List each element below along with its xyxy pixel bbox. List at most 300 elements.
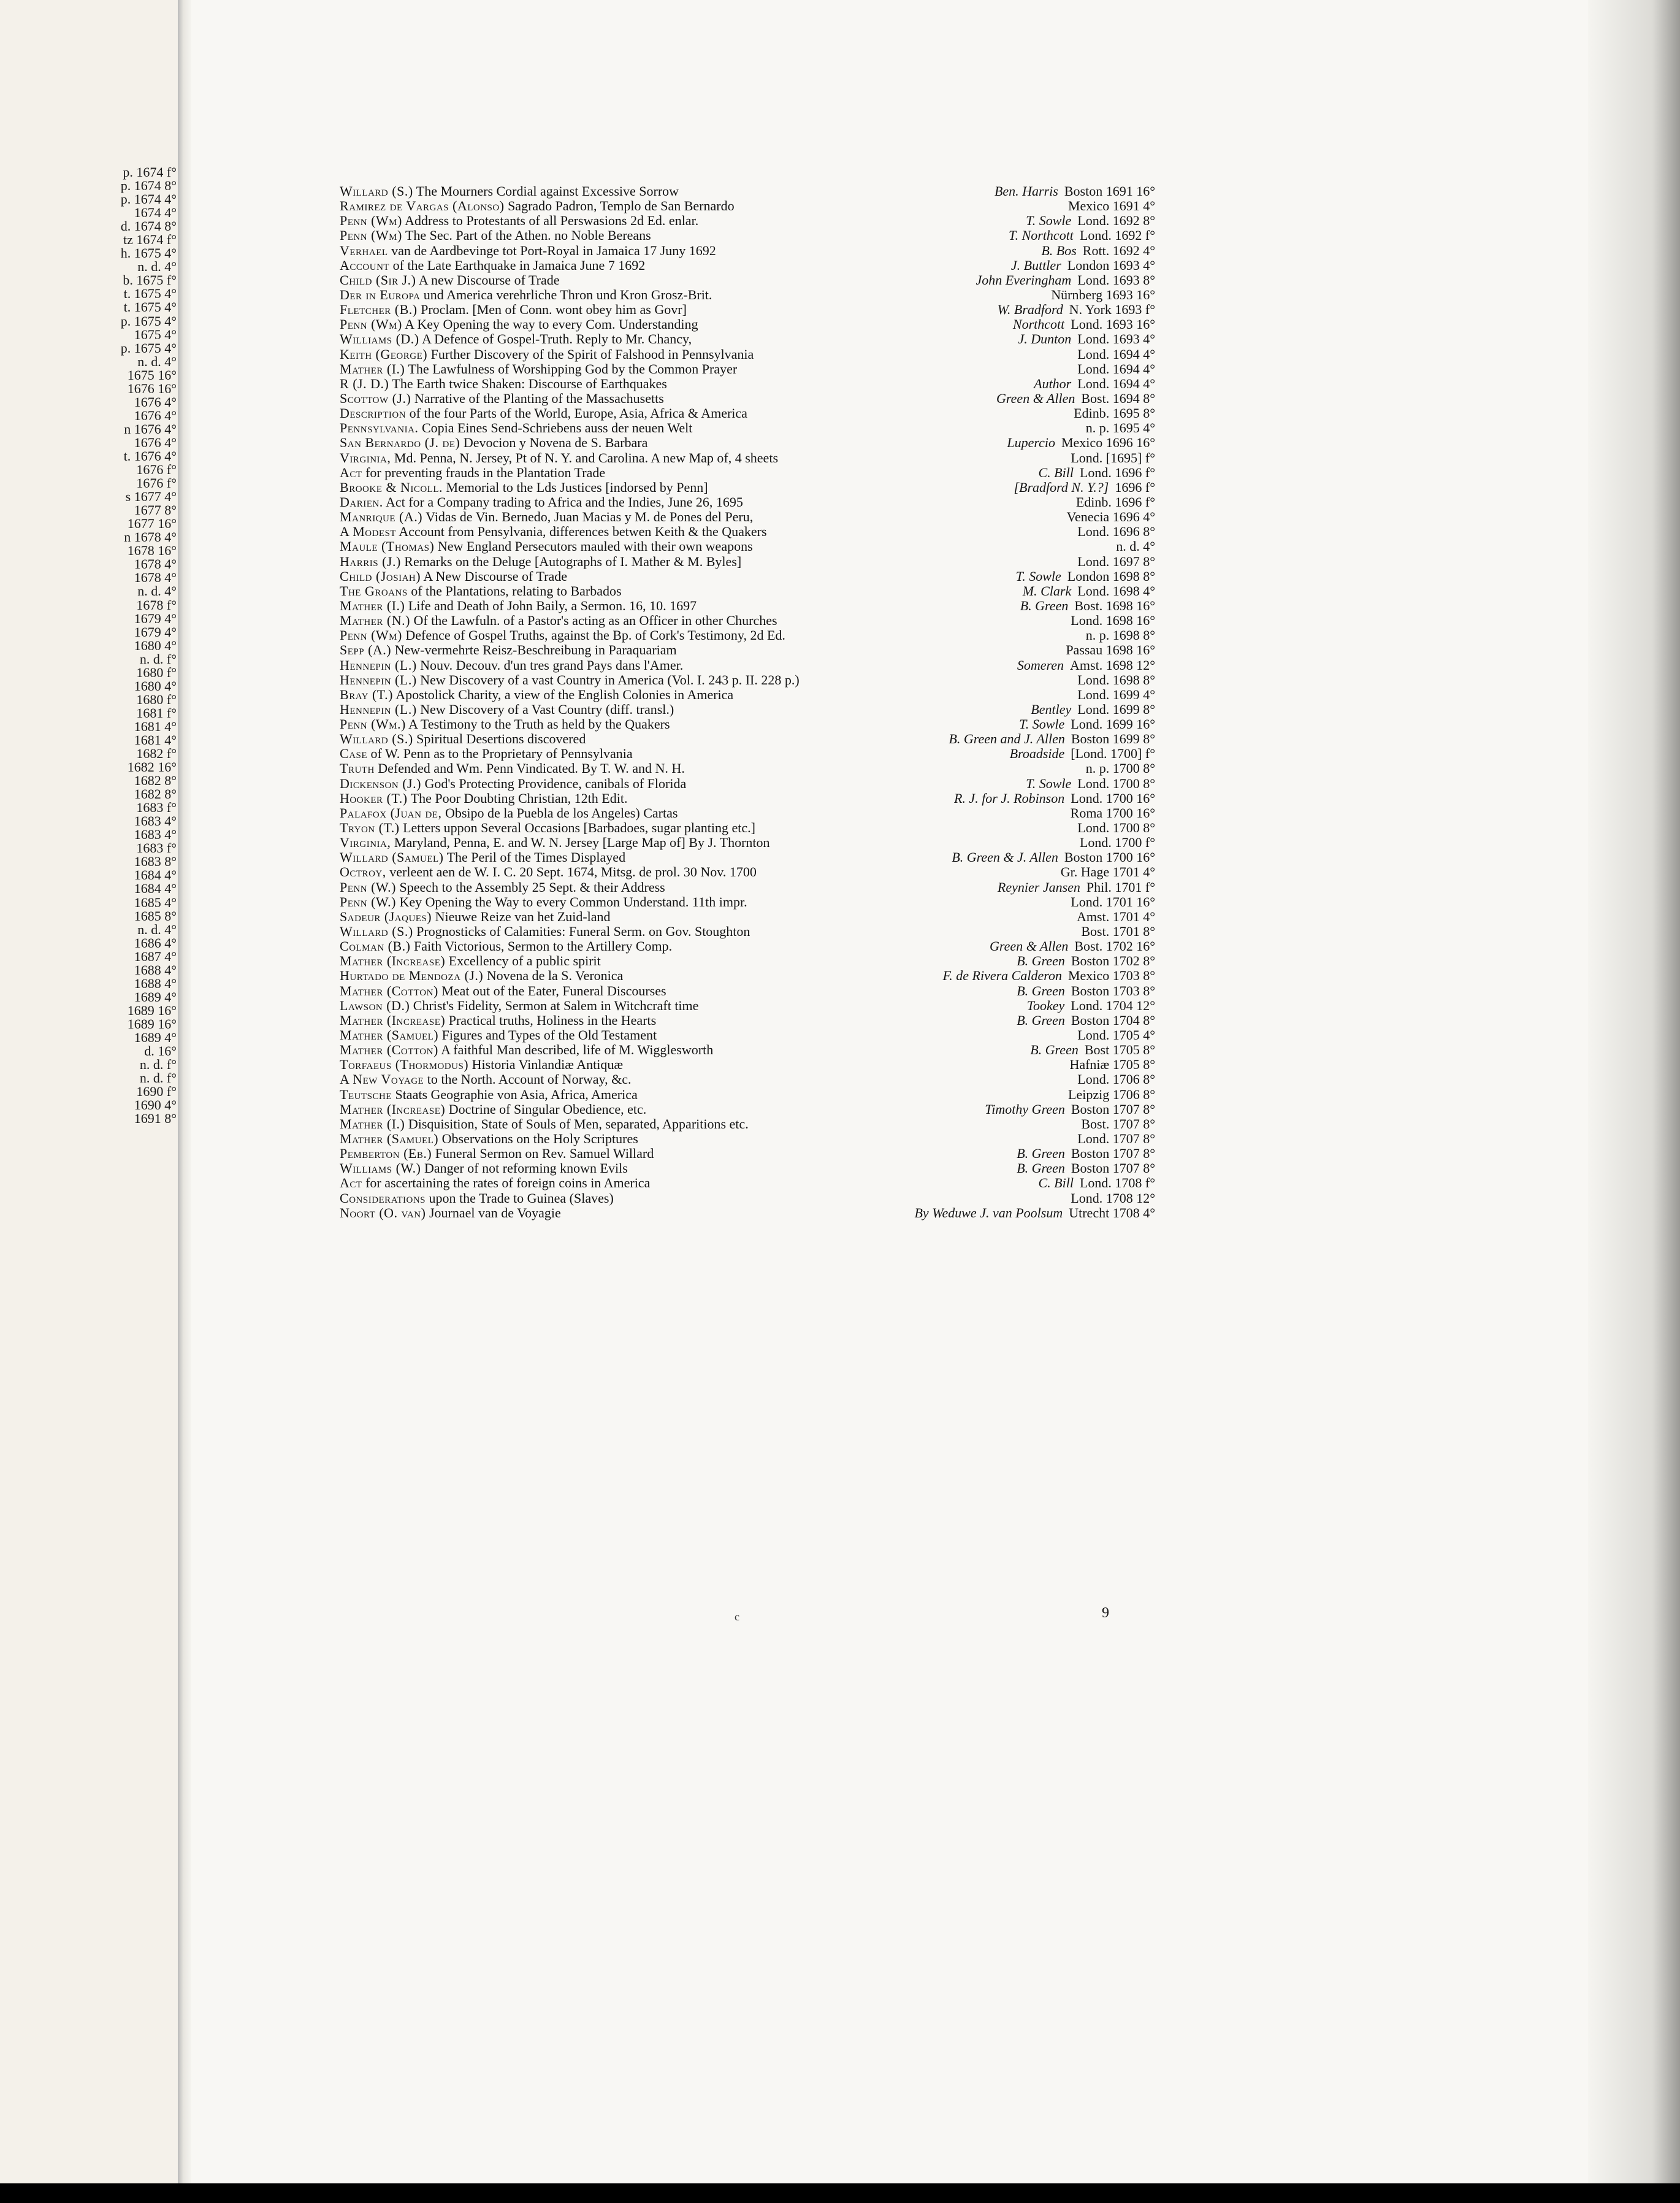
entry-title: verleent aen de W. I. C. 20 Sept. 1674, Mitsg. de prol. 30 Nov. 1700 — [389, 865, 757, 880]
entry-text — [340, 1087, 1062, 1102]
entry-text — [340, 791, 948, 806]
catalogue-entry — [340, 184, 1155, 199]
left-page-fragment: 1676 16° — [127, 380, 177, 396]
entry-title: Memorial to the Lds Justices [indorsed by Penn] — [446, 480, 708, 495]
entry-author: Der in Europa — [340, 287, 421, 302]
left-page-fragment: 1676 4° — [134, 394, 177, 410]
entry-title: to the North. Account of Norway, &c. — [427, 1072, 632, 1087]
entry-author: Mather (N.) — [340, 613, 410, 629]
entry-author: Scottow (J.) — [340, 391, 411, 406]
entry-title: Historia Vinlandiæ Antiquæ — [472, 1057, 624, 1073]
left-page-fragment: 1677 8° — [134, 502, 177, 518]
entry-place-date-format: Lond. 1700 8° — [1077, 820, 1155, 836]
entry-title: Christ's Fidelity, Sermon at Salem in Witchcraft time — [413, 998, 699, 1013]
catalogue-entry — [340, 865, 1155, 879]
catalogue-entry — [340, 910, 1155, 924]
entry-text — [340, 199, 1062, 213]
catalogue-entry — [340, 643, 1155, 657]
entry-text — [340, 835, 1074, 850]
left-page-fragment: 1681 f° — [136, 705, 177, 721]
left-page-fragment: p. 1675 4° — [120, 340, 177, 356]
entry-author: Act — [340, 1176, 362, 1191]
entry-title: Remarks on the Deluge [Autographs of I. Mather & M. Byles] — [404, 554, 742, 569]
entry-printer: C. Bill — [1038, 1175, 1074, 1191]
entry-text — [340, 880, 991, 895]
left-page-fragment: n. d. f° — [139, 1070, 177, 1086]
catalogue-entry — [340, 377, 1155, 391]
catalogue-entry — [340, 1191, 1155, 1206]
entry-author: Considerations — [340, 1190, 426, 1206]
left-page-fragment: 1682 f° — [136, 746, 177, 762]
entry-author: Penn (Wm) — [340, 228, 402, 243]
entry-text — [340, 1043, 1024, 1057]
entry-author: Mather (Increase) — [340, 1102, 446, 1117]
entry-author: Sepp (A.) — [340, 643, 392, 658]
entry-printer: Author — [1034, 375, 1072, 391]
catalogue-entry — [340, 288, 1155, 302]
entry-place-date-format: Lond. 1704 12° — [1071, 997, 1155, 1013]
entry-title: The Poor Doubting Christian, 12th Edit. — [410, 791, 628, 806]
entry-printer: J. Dunton — [1018, 331, 1072, 347]
entry-text — [340, 288, 1045, 302]
entry-text — [340, 1191, 1064, 1206]
left-page-fragment: 1680 f° — [136, 691, 177, 707]
entry-author: Mather (Cotton) — [340, 1043, 438, 1058]
left-page-fragment: 1684 4° — [134, 867, 177, 883]
catalogue-entry — [340, 1013, 1155, 1028]
left-page-fragment: 1676 f° — [136, 462, 177, 478]
entry-author: Hooker (T.) — [340, 791, 408, 806]
left-page-fragment: t. 1675 4° — [123, 299, 177, 315]
entry-title: of the Late Earthquake in Jamaica June 7 1692 — [392, 258, 646, 273]
entry-author: Noort (O. van) — [340, 1205, 426, 1220]
catalogue-entry — [340, 939, 1155, 954]
entry-place-date-format: Amst. 1701 4° — [1077, 908, 1155, 924]
catalogue-entry — [340, 1102, 1155, 1117]
entry-text — [340, 569, 1010, 584]
entry-author: Darien. — [340, 494, 383, 510]
entry-author: Penn (Wm) — [340, 213, 402, 229]
catalogue-entry — [340, 569, 1155, 584]
entry-place-date-format: Lond. 1707 8° — [1077, 1131, 1155, 1146]
entry-printer: Tookey — [1026, 997, 1065, 1013]
entry-place-date-format: Bost. 1701 8° — [1081, 924, 1155, 940]
entry-author: Dickenson (J.) — [340, 776, 421, 791]
entry-text — [340, 746, 1004, 761]
entry-title: New Discovery of a vast Country in America (Vol. I. 243 p. II. 228 p.) — [420, 672, 800, 688]
entry-place-date-format: Passau 1698 16° — [1066, 642, 1155, 658]
entry-author: Penn (Wm) — [340, 317, 402, 332]
left-page-fragment: 1675 4° — [134, 326, 177, 342]
left-page-fragment: p. 1675 4° — [120, 313, 177, 329]
catalogue-entry — [340, 273, 1155, 288]
entry-author: Hennepin (L.) — [340, 702, 417, 717]
entry-title: A new Discourse of Trade — [418, 272, 560, 288]
entry-place-date-format: Boston 1707 8° — [1071, 1101, 1155, 1117]
entry-title: Narrative of the Planting of the Massachusetts — [414, 391, 664, 406]
entry-author: Keith (George) — [340, 347, 428, 362]
entry-title: A Defence of Gospel-Truth. Reply to Mr. Chancy, — [421, 332, 692, 347]
entry-author: San Bernardo (J. de) — [340, 435, 460, 451]
entry-place-date-format: London 1693 4° — [1067, 257, 1155, 273]
entry-author: Verhael — [340, 243, 388, 258]
entry-place-date-format: Bost. 1707 8° — [1081, 1116, 1155, 1132]
catalogue-entry — [340, 228, 1155, 243]
left-page-fragment: tz 1674 f° — [123, 232, 177, 248]
entry-author: Penn (Wm) — [340, 628, 402, 643]
entry-author: Ramirez de Vargas (Alonso) — [340, 199, 505, 214]
entry-title: A faithful Man described, life of M. Wigglesworth — [441, 1043, 714, 1058]
entry-author: Mather (Cotton) — [340, 983, 438, 998]
entry-author: Willard (S.) — [340, 184, 413, 199]
left-page-fragment: 1683 f° — [136, 840, 177, 856]
entry-author: Palafox (Juan de, — [340, 805, 442, 821]
entry-place-date-format: Rott. 1692 4° — [1082, 242, 1155, 258]
catalogue-entry — [340, 466, 1155, 480]
entry-printer: B. Green & J. Allen — [952, 849, 1058, 865]
catalogue-entry — [340, 761, 1155, 776]
entry-printer: Timothy Green — [985, 1101, 1065, 1117]
catalogue-entry — [340, 1206, 1155, 1220]
left-page-fragment: 1689 16° — [127, 1002, 177, 1018]
left-page-fragment: 1679 4° — [134, 610, 177, 626]
entry-author: Virginia, — [340, 835, 391, 851]
entry-printer: B. Green — [1017, 953, 1065, 969]
catalogue-entry — [340, 702, 1155, 717]
entry-place-date-format: Lond. 1692 f° — [1079, 228, 1155, 243]
entry-place-date-format: n. p. 1695 4° — [1085, 420, 1155, 436]
entry-text — [340, 554, 1071, 569]
left-page-fragment: n 1678 4° — [124, 529, 177, 545]
entry-text — [340, 213, 1020, 228]
left-page-fragment: 1691 8° — [134, 1111, 177, 1127]
left-page-fragment: 1676 f° — [136, 475, 177, 491]
entry-title: Speech to the Assembly 25 Sept. & their Address — [399, 879, 665, 895]
entry-text — [340, 1117, 1075, 1132]
page-number: 9 — [1102, 1605, 1109, 1621]
left-page-fragment: 1676 4° — [134, 407, 177, 423]
entry-author: Description — [340, 406, 407, 421]
entry-place-date-format: [Lond. 1700] f° — [1071, 746, 1155, 762]
entry-printer: C. Bill — [1038, 464, 1074, 480]
entry-text — [340, 184, 988, 199]
left-page-fragment: 1685 8° — [134, 908, 177, 924]
left-page-fragment: t. 1675 4° — [123, 286, 177, 302]
catalogue-entry — [340, 732, 1155, 746]
left-page-fragment: n. d. 4° — [137, 921, 177, 937]
entry-place-date-format: Boston 1703 8° — [1071, 983, 1155, 998]
entry-text — [340, 258, 1005, 273]
catalogue-entry — [340, 524, 1155, 539]
left-page-fragment: 1683 4° — [134, 827, 177, 843]
entry-title: Devocion y Novena de S. Barbara — [463, 435, 648, 451]
entry-text — [340, 1072, 1071, 1087]
entry-text — [340, 954, 1010, 968]
entry-place-date-format: Lond. 1699 8° — [1077, 701, 1155, 717]
entry-text — [340, 347, 1071, 362]
entry-author: Pemberton (Eb.) — [340, 1146, 432, 1162]
entry-place-date-format: Lond. 1699 4° — [1077, 686, 1155, 702]
left-page-fragment: p. 1674 f° — [123, 164, 177, 180]
left-page — [0, 0, 184, 2183]
left-page-fragment: 1675 16° — [127, 367, 177, 383]
entry-place-date-format: n. d. 4° — [1116, 538, 1155, 554]
entry-title: A Key Opening the way to every Com. Understanding — [405, 317, 698, 332]
entry-title: Act for a Company trading to Africa and the Indies, June 26, 1695 — [386, 494, 743, 510]
left-page-fragment: 1683 8° — [134, 854, 177, 870]
scan-bottom-border — [0, 2183, 1680, 2203]
entry-title: Address to Protestants of all Perswasions 2d Ed. enlar. — [405, 213, 699, 229]
catalogue-entry — [340, 421, 1155, 435]
entry-place-date-format: Lond. 1693 4° — [1077, 331, 1155, 347]
entry-place-date-format: Utrecht 1708 4° — [1069, 1205, 1155, 1220]
entry-text — [340, 910, 1071, 924]
entry-title: und America verehrliche Thron und Kron Grosz-Brit. — [423, 287, 712, 302]
catalogue-entry — [340, 1132, 1155, 1146]
entry-title: The Sec. Part of the Athen. no Noble Bereans — [405, 228, 651, 243]
entry-title: Figures and Types of the Old Testament — [441, 1028, 657, 1043]
catalogue-entry — [340, 554, 1155, 569]
left-page-fragment: 1682 8° — [134, 786, 177, 802]
entry-text — [340, 228, 1002, 243]
entry-text — [340, 717, 1013, 732]
entry-author: Manrique (A.) — [340, 510, 423, 525]
entry-title: Vidas de Vin. Bernedo, Juan Macias y M. de Pones del Peru, — [426, 510, 754, 525]
entry-place-date-format: Lond. 1693 16° — [1071, 316, 1155, 332]
book-gutter — [178, 0, 193, 2183]
left-page-fragment: 1688 4° — [134, 975, 177, 991]
catalogue-entry — [340, 924, 1155, 939]
entry-title: The Earth twice Shaken: Discourse of Earthquakes — [392, 376, 667, 391]
entry-title: A New Discourse of Trade — [423, 569, 568, 584]
entry-title: Journael van de Voyagie — [429, 1205, 561, 1220]
entry-author: Child (Josiah) — [340, 569, 421, 584]
entry-place-date-format: Bost. 1698 16° — [1074, 597, 1155, 613]
left-page-fragment: p. 1674 8° — [120, 178, 177, 194]
entry-title: Funeral Sermon on Rev. Samuel Willard — [435, 1146, 654, 1162]
entry-author: Mather (Samuel) — [340, 1132, 439, 1146]
catalogue-entry — [340, 746, 1155, 761]
entry-place-date-format: Venecia 1696 4° — [1066, 509, 1155, 525]
left-page-fragment: 1683 4° — [134, 813, 177, 829]
entry-printer: W. Bradford — [997, 302, 1063, 318]
entry-text — [340, 968, 937, 983]
left-page-fragment: n. d. 4° — [137, 259, 177, 275]
entry-place-date-format: Lond. 1696 8° — [1077, 524, 1155, 540]
entry-title: The Mourners Cordial against Excessive Sorrow — [416, 184, 679, 199]
entry-author: Willard (S.) — [340, 732, 413, 747]
left-page-fragment: 1689 4° — [134, 989, 177, 1005]
entry-place-date-format: Lond. 1693 8° — [1077, 272, 1155, 288]
entry-title: Doctrine of Singular Obedience, etc. — [448, 1102, 647, 1117]
entry-place-date-format: 1696 f° — [1115, 479, 1155, 495]
entry-title: Sagrado Padron, Templo de San Bernardo — [508, 199, 735, 214]
entry-title: The Peril of the Times Displayed — [446, 850, 626, 865]
entry-title: Life and Death of John Baily, a Sermon. 16, 10. 1697 — [408, 598, 697, 613]
entry-text — [340, 998, 1021, 1013]
entry-author: Brooke & Nicoll. — [340, 480, 443, 495]
entry-author: Account — [340, 258, 390, 273]
catalogue-entry — [340, 1176, 1155, 1190]
entry-place-date-format: n. p. 1700 8° — [1085, 761, 1155, 776]
catalogue-entry — [340, 850, 1155, 865]
entry-title: Maryland, Penna, E. and W. N. Jersey [Large Map of] By J. Thornton — [394, 835, 770, 851]
entry-place-date-format: Bost. 1694 8° — [1081, 390, 1155, 406]
entry-title: Account from Pensylvania, differences betwen Keith & the Quakers — [399, 524, 767, 540]
entry-text — [340, 495, 1070, 510]
entry-author: R (J. D.) — [340, 376, 389, 391]
entry-title: New England Persecutors mauled with their own weapons — [437, 539, 753, 554]
left-page-fragment: n. d. f° — [139, 1057, 177, 1073]
entry-place-date-format: Lond. 1708 12° — [1071, 1190, 1155, 1206]
entry-printer: Reynier Jansen — [997, 879, 1080, 895]
entry-printer: Green & Allen — [990, 938, 1069, 954]
entry-author: A Modest — [340, 524, 397, 540]
entry-place-date-format: Gr. Hage 1701 4° — [1060, 864, 1155, 880]
entry-text — [340, 1161, 1010, 1176]
entry-text — [340, 939, 983, 954]
left-page-fragment: 1680 4° — [134, 678, 177, 694]
left-page-fragment: 1689 4° — [134, 1030, 177, 1045]
entry-text — [340, 584, 1017, 599]
entry-text — [340, 1028, 1071, 1043]
entry-place-date-format: Lond. 1700 8° — [1077, 775, 1155, 791]
entry-place-date-format: Hafniæ 1705 8° — [1069, 1057, 1155, 1073]
entry-author: Penn (W.) — [340, 894, 396, 910]
left-page-fragment: 1683 f° — [136, 800, 177, 816]
entry-text — [340, 332, 1012, 347]
entry-text — [340, 850, 945, 865]
left-page-fragment: 1678 4° — [134, 556, 177, 572]
entry-printer: B. Green — [1017, 1146, 1065, 1162]
entry-text — [340, 613, 1064, 628]
entry-title: Meat out of the Eater, Funeral Discourses — [441, 983, 666, 998]
left-page-fragment: 1679 4° — [134, 624, 177, 640]
entry-author: Mather (I.) — [340, 1116, 405, 1132]
entry-title: Proclam. [Men of Conn. wont obey him as Govr] — [421, 302, 687, 318]
entry-author: Hurtado de Mendoza (J.) — [340, 968, 484, 984]
entry-place-date-format: n. p. 1698 8° — [1085, 627, 1155, 643]
entry-title: Danger of not reforming known Evils — [424, 1161, 628, 1176]
entry-place-date-format: Boston 1702 8° — [1071, 953, 1155, 969]
entry-text — [340, 1176, 1032, 1190]
entry-place-date-format: Leipzig 1706 8° — [1068, 1086, 1155, 1102]
entry-author: Willard (S.) — [340, 924, 413, 940]
entry-author: Harris (J.) — [340, 554, 401, 569]
entry-author: Penn (W.) — [340, 879, 396, 895]
entry-author: Penn (Wm.) — [340, 717, 406, 732]
left-page-fragment: 1676 4° — [134, 434, 177, 450]
entry-place-date-format: Roma 1700 16° — [1070, 805, 1155, 821]
entry-printer: B. Green — [1020, 597, 1069, 613]
catalogue-entry — [340, 495, 1155, 510]
catalogue-entry — [340, 1043, 1155, 1057]
catalogue-entry — [340, 584, 1155, 599]
entry-printer: T. Sowle — [1026, 775, 1072, 791]
left-page-fragment: 1681 4° — [134, 732, 177, 748]
entry-title: of W. Penn as to the Proprietary of Pennsylvania — [370, 746, 633, 762]
entry-text — [340, 702, 1025, 717]
catalogue-entry — [340, 317, 1155, 332]
entry-text — [340, 924, 1075, 939]
entry-title: of the Plantations, relating to Barbados — [411, 583, 622, 599]
entry-text — [340, 524, 1071, 539]
entry-author: Virginia, — [340, 450, 391, 466]
catalogue-entry-list — [340, 184, 1155, 1220]
entry-title: Disquisition, State of Souls of Men, separated, Apparitions etc. — [408, 1116, 749, 1132]
catalogue-entry — [340, 673, 1155, 688]
entry-author: Pennsylvania. — [340, 421, 419, 436]
entry-title: Excellency of a public spirit — [448, 954, 601, 969]
catalogue-entry — [340, 1072, 1155, 1087]
entry-text — [340, 1132, 1071, 1146]
entry-text — [340, 273, 969, 288]
entry-author: Case — [340, 746, 368, 762]
left-page-fragment: n. d. 4° — [137, 353, 177, 369]
entry-author: Fletcher (B.) — [340, 302, 418, 318]
entry-text — [340, 1206, 908, 1220]
entry-printer: B. Bos — [1041, 242, 1077, 258]
entry-text — [340, 732, 942, 746]
entry-place-date-format: Lond. 1694 4° — [1077, 346, 1155, 362]
entry-place-date-format: Lond. 1706 8° — [1077, 1071, 1155, 1087]
entry-printer: Northcott — [1012, 316, 1065, 332]
left-page-fragment: p. 1674 4° — [120, 191, 177, 207]
entry-title: God's Protecting Providence, canibals of Florida — [424, 776, 687, 791]
entry-printer: B. Green — [1017, 983, 1065, 998]
left-page-fragment: 1684 4° — [134, 881, 177, 897]
entry-title: for ascertaining the rates of foreign coins in America — [365, 1176, 651, 1191]
entry-author: Act — [340, 465, 362, 480]
catalogue-entry — [340, 213, 1155, 228]
entry-place-date-format: Nürnberg 1693 16° — [1051, 286, 1155, 302]
entry-place-date-format: Boston 1700 16° — [1064, 849, 1155, 865]
entry-printer: F. de Rivera Calderon — [942, 968, 1062, 984]
left-page-fragment: 1678 4° — [134, 570, 177, 586]
entry-place-date-format: Lond. 1698 8° — [1077, 672, 1155, 688]
catalogue-entry — [340, 243, 1155, 258]
catalogue-entry — [340, 984, 1155, 998]
left-page-fragment: 1678 16° — [127, 543, 177, 559]
entry-printer: T. Sowle — [1019, 716, 1065, 732]
entry-title: Copia Eines Send-Schriebens auss der neuen Welt — [421, 421, 693, 436]
entry-text — [340, 628, 1080, 643]
entry-author: Bray (T.) — [340, 687, 393, 702]
entry-title: Apostolick Charity, a view of the English Colonies in America — [395, 687, 734, 702]
entry-title: Key Opening the Way to every Common Understand. 11th impr. — [399, 894, 747, 910]
entry-place-date-format: Mexico 1703 8° — [1067, 968, 1155, 984]
entry-author: Mather (I.) — [340, 598, 405, 613]
left-page-fragment: 1686 4° — [134, 935, 177, 951]
left-page-fragment: b. 1675 f° — [123, 272, 177, 288]
entry-title: Further Discovery of the Spirit of Falshood in Pennsylvania — [430, 347, 754, 362]
left-page-fragment: 1674 4° — [134, 205, 177, 221]
entry-place-date-format: London 1698 8° — [1067, 568, 1155, 584]
entry-title: Nouv. Decouv. d'un tres grand Pays dans l'Amer. — [420, 657, 684, 673]
entry-author: Mather (Samuel) — [340, 1028, 439, 1043]
entry-author: Truth — [340, 761, 375, 776]
entry-title: Faith Victorious, Sermon to the Artillery Comp. — [414, 939, 673, 954]
entry-author: Tryon (T.) — [340, 821, 400, 836]
catalogue-entry — [340, 302, 1155, 317]
entry-author: Teutsche — [340, 1087, 392, 1102]
entry-title: Md. Penna, N. Jersey, Pt of N. Y. and Carolina. A new Map of, 4 sheets — [394, 450, 778, 466]
left-page-fragment: n. d. 4° — [137, 583, 177, 599]
left-page-fragment: d. 16° — [144, 1043, 177, 1059]
catalogue-entry — [340, 199, 1155, 213]
entry-place-date-format: Lond. 1700 16° — [1071, 790, 1155, 806]
entry-title: Staats Geographie von Asia, Africa, America — [395, 1087, 638, 1102]
